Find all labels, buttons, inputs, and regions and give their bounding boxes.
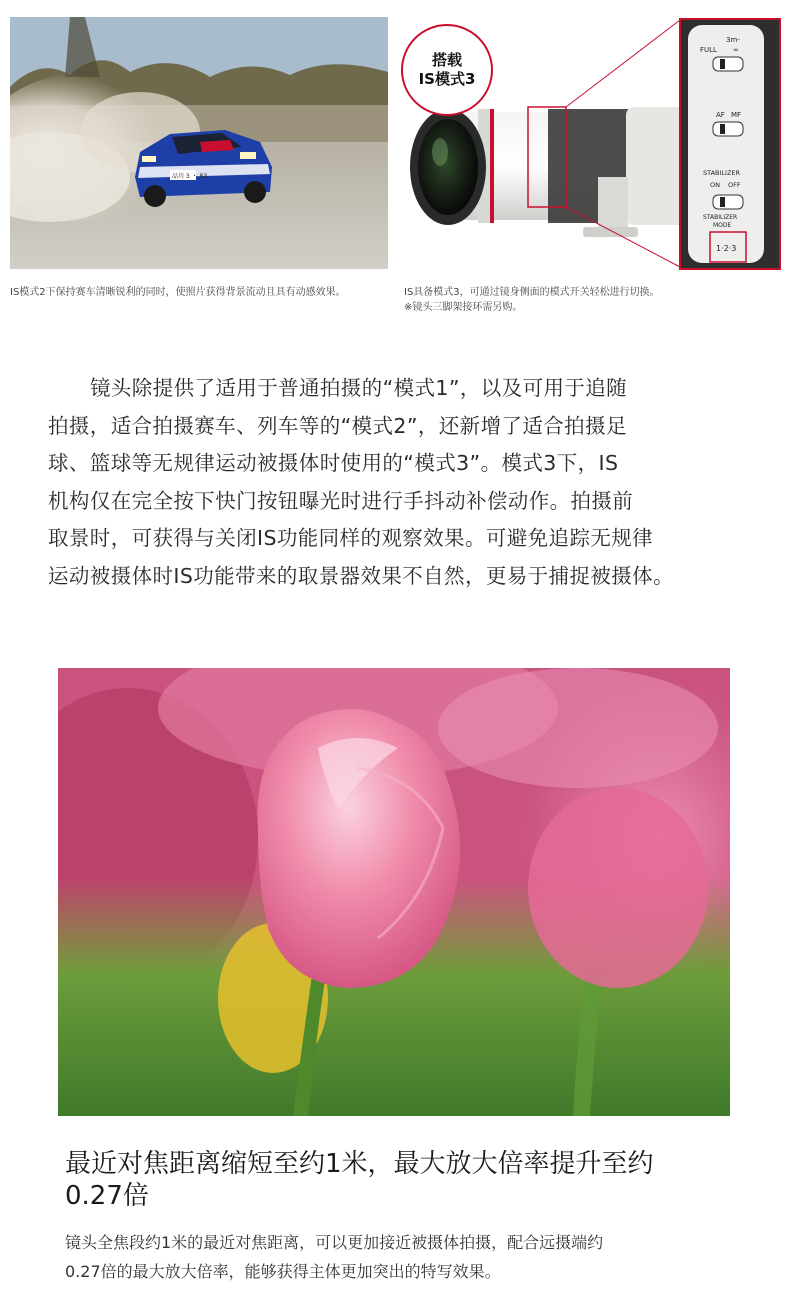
section-desc-line-2: 0.27倍的最大放大倍率，能够获得主体更加突出的特写效果。 <box>65 1262 501 1281</box>
is-mode3-badge <box>401 24 493 116</box>
paragraph-line: 球、篮球等无规律运动被摄体时使用的“模式3”。模式3下，IS <box>48 451 619 475</box>
mf-label: MF <box>731 111 742 119</box>
rally-car-photo <box>10 17 388 269</box>
section-title-line-2: 0.27倍 <box>65 1181 149 1211</box>
stabilizer-off-label: OFF <box>728 181 741 189</box>
stabilizer-mode-label-2: MODE <box>713 222 732 229</box>
section-desc-line-1: 镜头全焦段约1米的最近对焦距离，可以更加接近被摄体拍摄，配合远摄端约 <box>65 1233 604 1252</box>
badge-line-2: IS模式3 <box>418 70 476 88</box>
rally-car-illustration <box>10 17 388 269</box>
paragraph-line <box>48 370 753 408</box>
section-title-line-1: 最近对焦距离缩短至约1米，最大放大倍率提升至约 <box>65 1149 654 1179</box>
section-title <box>65 1148 735 1212</box>
paragraph-line: 机构仅在完全按下快门按钮曝光时进行手抖动补偿动作。拍摄前 <box>48 488 634 513</box>
range-full-label: FULL <box>700 46 717 54</box>
paragraph-line: 取景时，可获得与关闭IS功能同样的观察效果。可避免追踪无规律 <box>48 526 654 550</box>
paragraph-line: 拍摄，适合拍摄赛车、列车等的“模式2”，还新增了适合拍摄足 <box>48 413 627 438</box>
rally-photo-caption: IS模式2下保持赛车清晰锐利的同时，使照片获得背景流动且具有动感效果。 <box>10 287 346 298</box>
is-mode-description <box>48 370 753 595</box>
badge-line-1: 搭载 <box>431 51 462 69</box>
paragraph-line: 运动被摄体时IS功能带来的取景器效果不自然，更易于捕捉被摄体。 <box>48 563 674 588</box>
tulip-photo <box>58 668 730 1116</box>
lens-caption-line-2: ※镜头三脚架接环需另购。 <box>404 302 523 313</box>
af-label: AF <box>716 111 725 119</box>
stabilizer-label: STABILIZER <box>703 169 741 177</box>
mode-numbers-label: 1·2·3 <box>716 244 737 253</box>
lens-caption-line-1: IS具备模式3，可通过镜身侧面的模式开关轻松进行切换。 <box>404 287 660 298</box>
range-top-label: 3m- <box>726 36 740 44</box>
tulip-illustration <box>58 668 730 1116</box>
car-plate-text: 品川 3 ・ 83 <box>172 173 208 180</box>
stabilizer-mode-label-1: STABILIZER <box>703 214 738 221</box>
range-inf-label: ∞ <box>733 46 739 54</box>
paragraph-line-text: 镜头除提供了适用于普通拍摄的“模式1”，以及可用于追随 <box>90 376 628 400</box>
stabilizer-on-label: ON <box>710 181 720 189</box>
lens-photo-caption <box>404 285 660 315</box>
section-description <box>65 1228 745 1286</box>
